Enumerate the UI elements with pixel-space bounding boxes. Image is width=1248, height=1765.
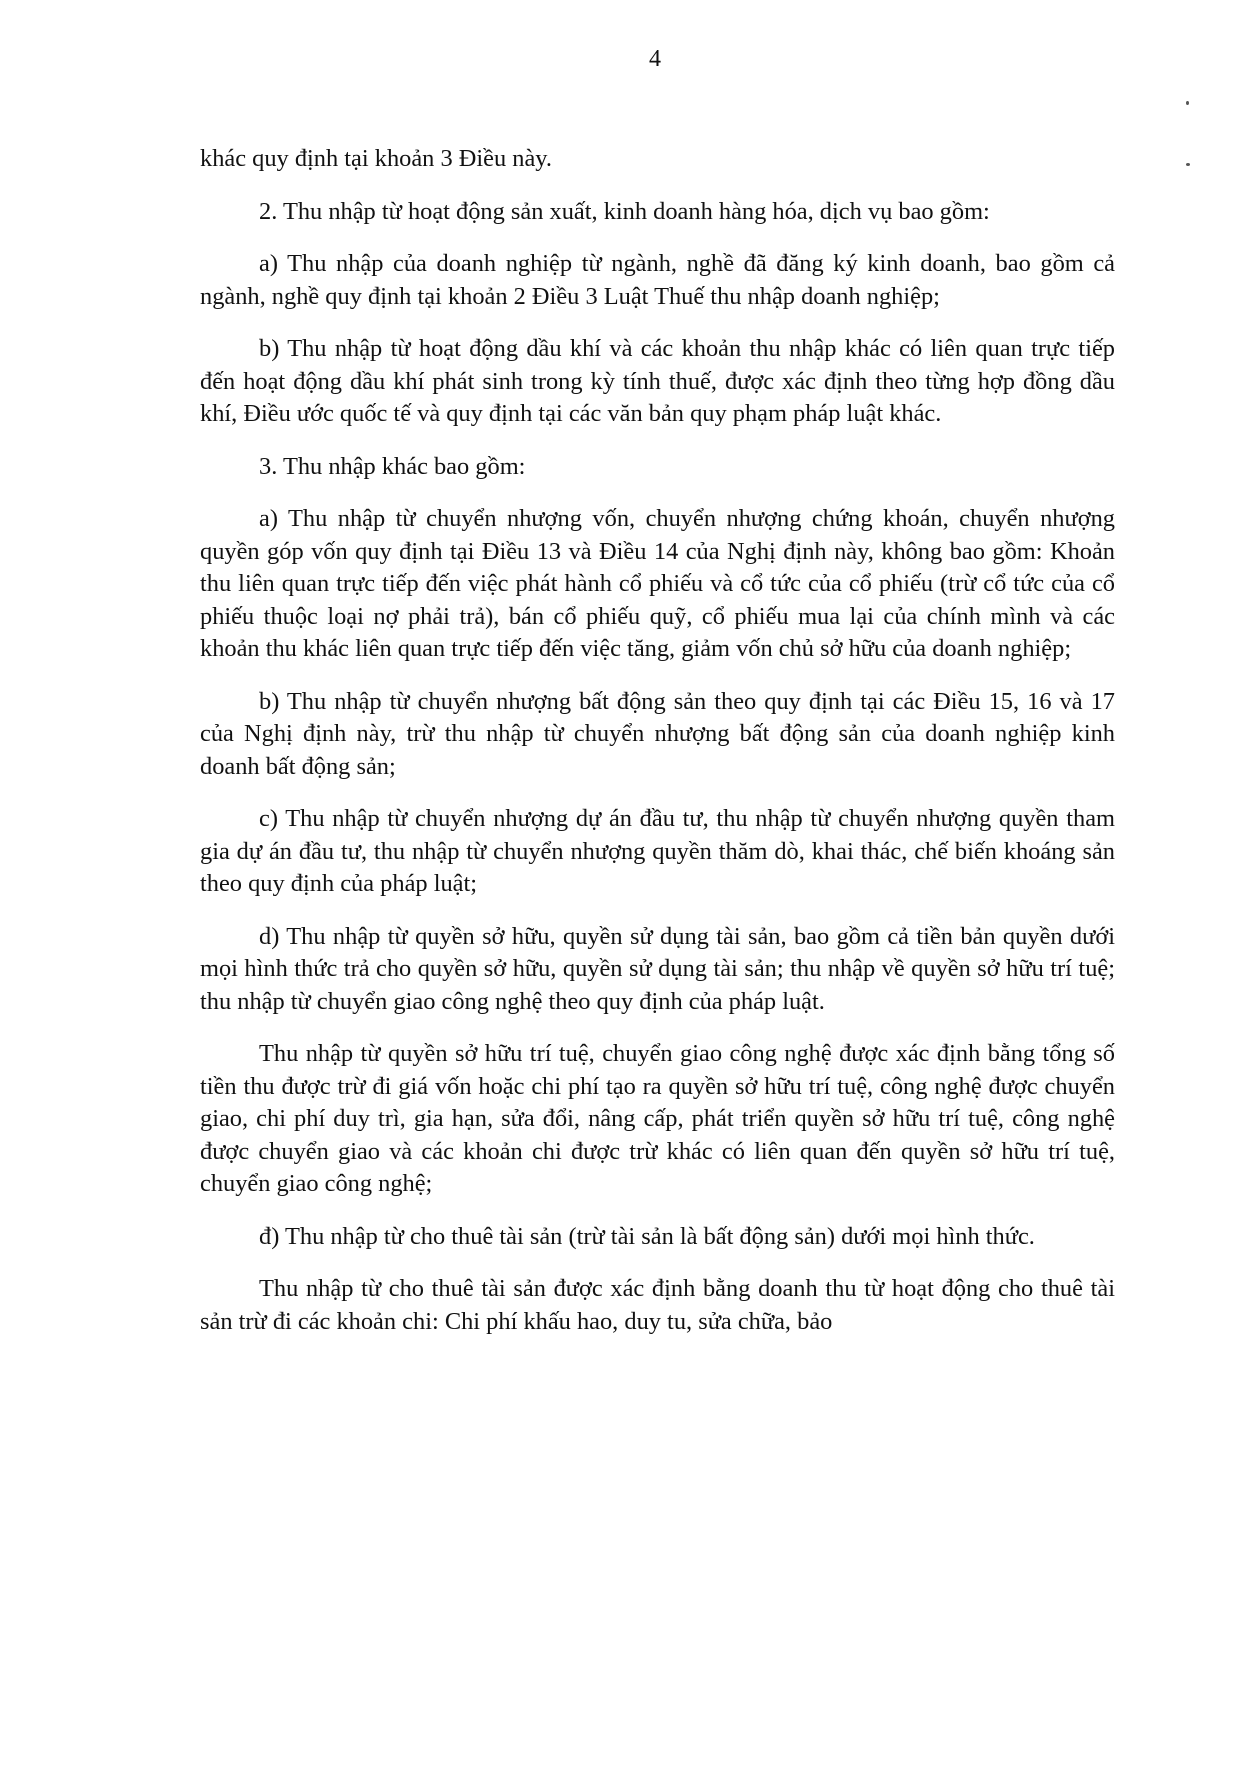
paragraph-clause-3: 3. Thu nhập khác bao gồm: [259, 452, 526, 480]
paragraph-clause-3d-detail: Thu nhập từ quyền sở hữu trí tuệ, chuyển giao công nghệ được xác định bằng tổng số tiền thu được trừ đi giá vốn hoặc chi phí tạo ra quyền sở hữu trí tuệ, công nghệ được chuyển giao, chi phí duy trì, gia hạn, sửa đổi, nâng cấp, phát triển quyền sở hữu trí tuệ, công nghệ được chuyển giao và các khoản chi được trừ khác có liên quan đến quyền sở hữu trí tuệ, chuyển giao công nghệ; [200, 1040, 1115, 1197]
scan-speck [1186, 163, 1190, 166]
page-number: 4 [649, 46, 661, 72]
paragraph-clause-2b: b) Thu nhập từ hoạt động dầu khí và các khoản thu nhập khác có liên quan trực tiếp đến hoạt động dầu khí phát sinh trong kỳ tính thuế, được xác định theo từng hợp đồng dầu khí, Điều ước quốc tế và quy định tại các văn bản quy phạm pháp luật khác. [200, 335, 1115, 427]
paragraph-clause-3a: a) Thu nhập từ chuyển nhượng vốn, chuyển nhượng chứng khoán, chuyển nhượng quyền góp vốn quy định tại Điều 13 và Điều 14 của Nghị định này, không bao gồm: Khoản thu liên quan trực tiếp đến việc phát hành cổ phiếu và cổ tức của cổ phiếu (trừ cổ tức của cổ phiếu thuộc loại nợ phải trả), bán cổ phiếu quỹ, cổ phiếu mua lại của chính mình và các khoản thu khác liên quan trực tiếp đến việc tăng, giảm vốn chủ sở hữu của doanh nghiệp; [200, 505, 1115, 662]
paragraph-clause-2a: a) Thu nhập của doanh nghiệp từ ngành, nghề đã đăng ký kinh doanh, bao gồm cả ngành, nghề quy định tại khoản 2 Điều 3 Luật Thuế thu nhập doanh nghiệp; [200, 250, 1115, 310]
paragraph-clause-3dd-detail: Thu nhập từ cho thuê tài sản được xác định bằng doanh thu từ hoạt động cho thuê tài sản trừ đi các khoản chi: Chi phí khấu hao, duy tu, sửa chữa, bảo [200, 1275, 1115, 1335]
document-body [200, 143, 1115, 1358]
paragraph-continuation: khác quy định tại khoản 3 Điều này. [200, 145, 552, 172]
paragraph-clause-3d: d) Thu nhập từ quyền sở hữu, quyền sử dụng tài sản, bao gồm cả tiền bản quyền dưới mọi hình thức trả cho quyền sở hữu, quyền sử dụng tài sản; thu nhập về quyền sở hữu trí tuệ; thu nhập từ chuyển giao công nghệ theo quy định của pháp luật. [200, 922, 1115, 1015]
paragraph-clause-2: 2. Thu nhập từ hoạt động sản xuất, kinh doanh hàng hóa, dịch vụ bao gồm: [259, 197, 990, 225]
paragraph-clause-3c: c) Thu nhập từ chuyển nhượng dự án đầu tư, thu nhập từ chuyển nhượng quyền tham gia dự án đầu tư, thu nhập từ chuyển nhượng quyền thăm dò, khai thác, chế biến khoáng sản theo quy định của pháp luật; [200, 805, 1115, 897]
paragraph-clause-3dd: đ) Thu nhập từ cho thuê tài sản (trừ tài sản là bất động sản) dưới mọi hình thức. [259, 1222, 1035, 1250]
paragraph-clause-3b: b) Thu nhập từ chuyển nhượng bất động sản theo quy định tại các Điều 15, 16 và 17 của Nghị định này, trừ thu nhập từ chuyển nhượng bất động sản của doanh nghiệp kinh doanh bất động sản; [200, 687, 1115, 780]
scan-speck [1186, 101, 1189, 105]
